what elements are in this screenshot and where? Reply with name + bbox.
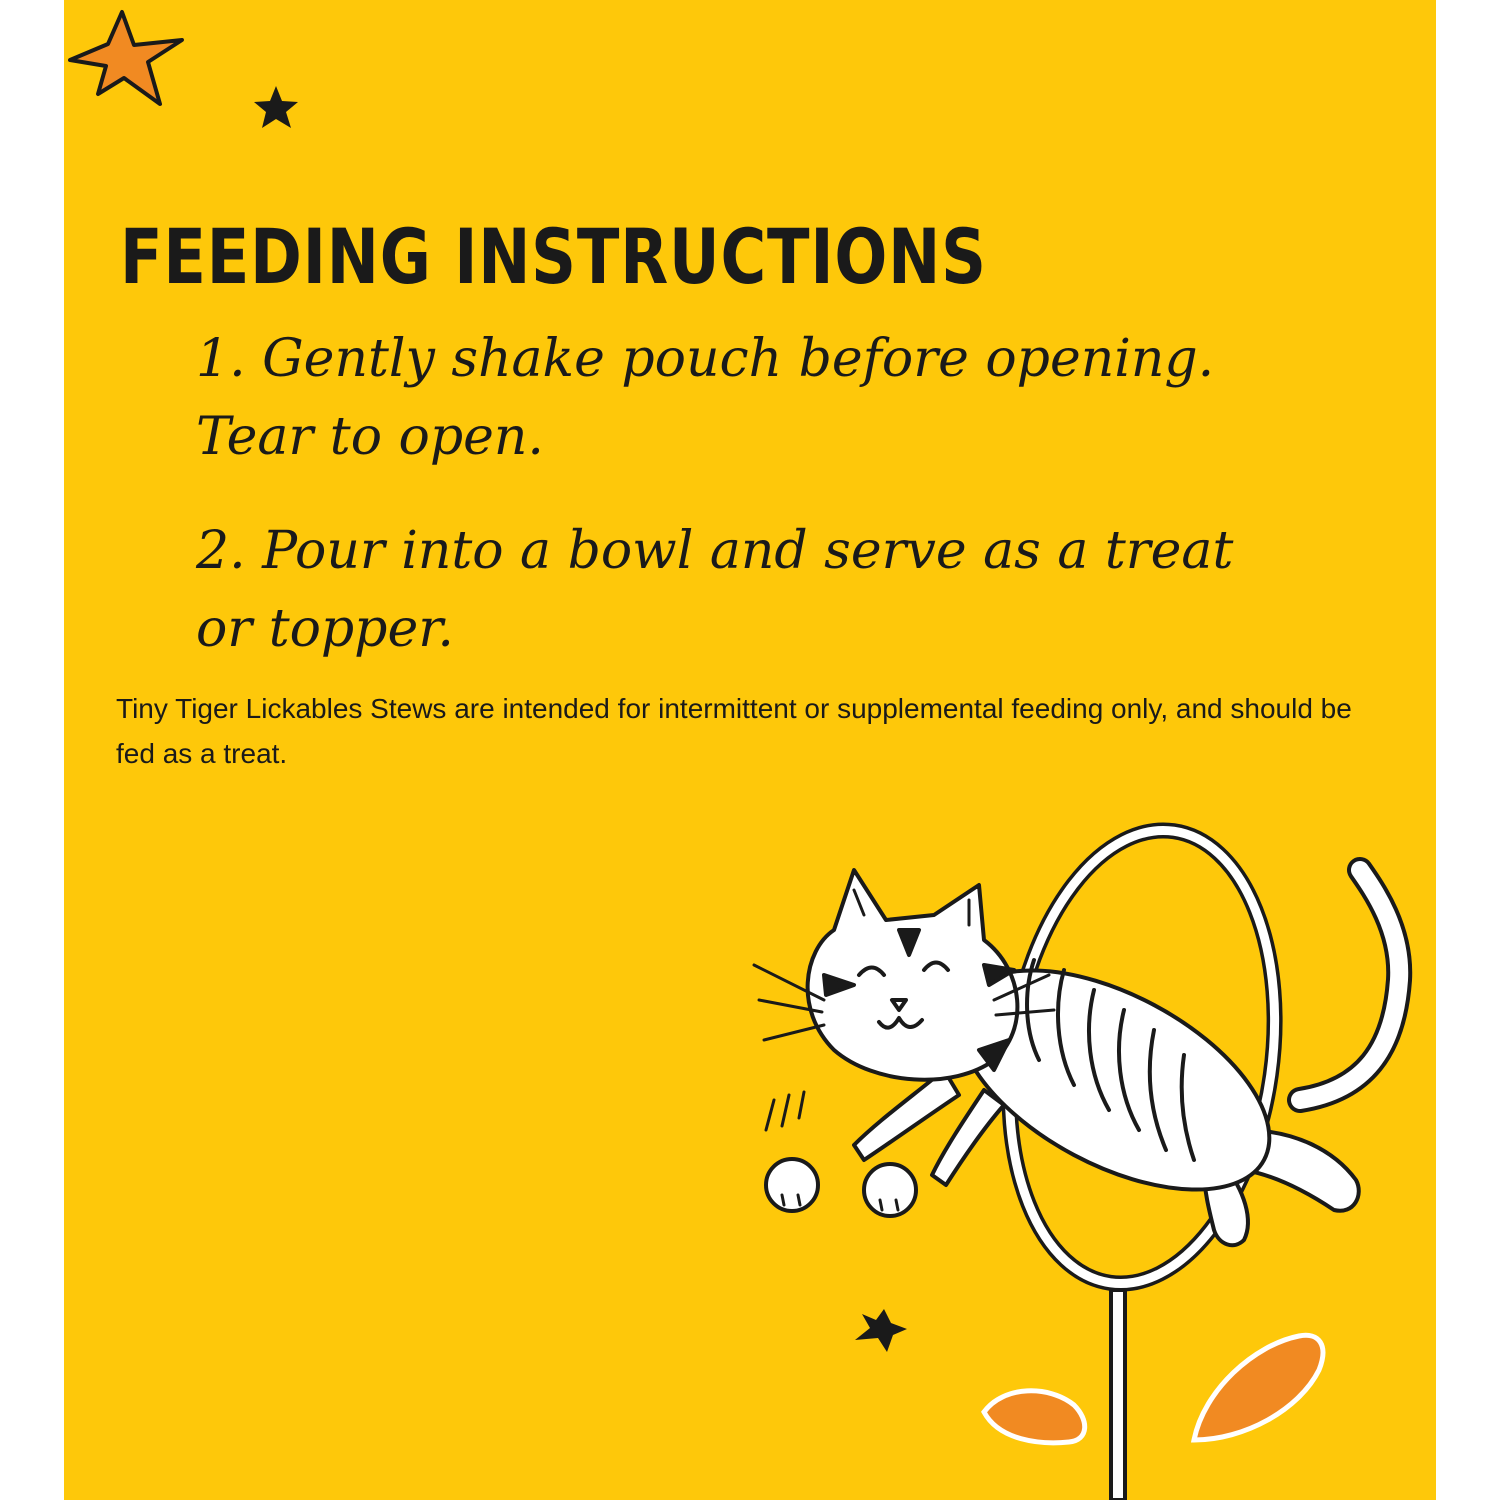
instruction-steps — [196, 320, 1276, 704]
black-star-icon — [855, 1309, 907, 1352]
feeding-note: Tiny Tiger Lickables Stews are intended for intermittent or supplemental feeding only, and should be fed as a treat. — [116, 693, 1352, 769]
orange-star-icon — [70, 12, 182, 104]
page-title: FEEDING INSTRUCTIONS — [120, 212, 987, 301]
instruction-step: 2. Pour into a bowl and serve as a treat or topper. — [196, 521, 1234, 659]
cat-jumping-through-hoop-illustration — [754, 870, 1399, 1245]
black-star-icon — [254, 86, 298, 128]
feeding-instructions-panel — [64, 0, 1436, 1500]
instruction-step: 1. Gently shake pouch before opening. Tear to open. — [196, 329, 1215, 467]
orange-leaf-icon — [984, 1391, 1085, 1443]
orange-leaf-icon — [1194, 1335, 1323, 1440]
